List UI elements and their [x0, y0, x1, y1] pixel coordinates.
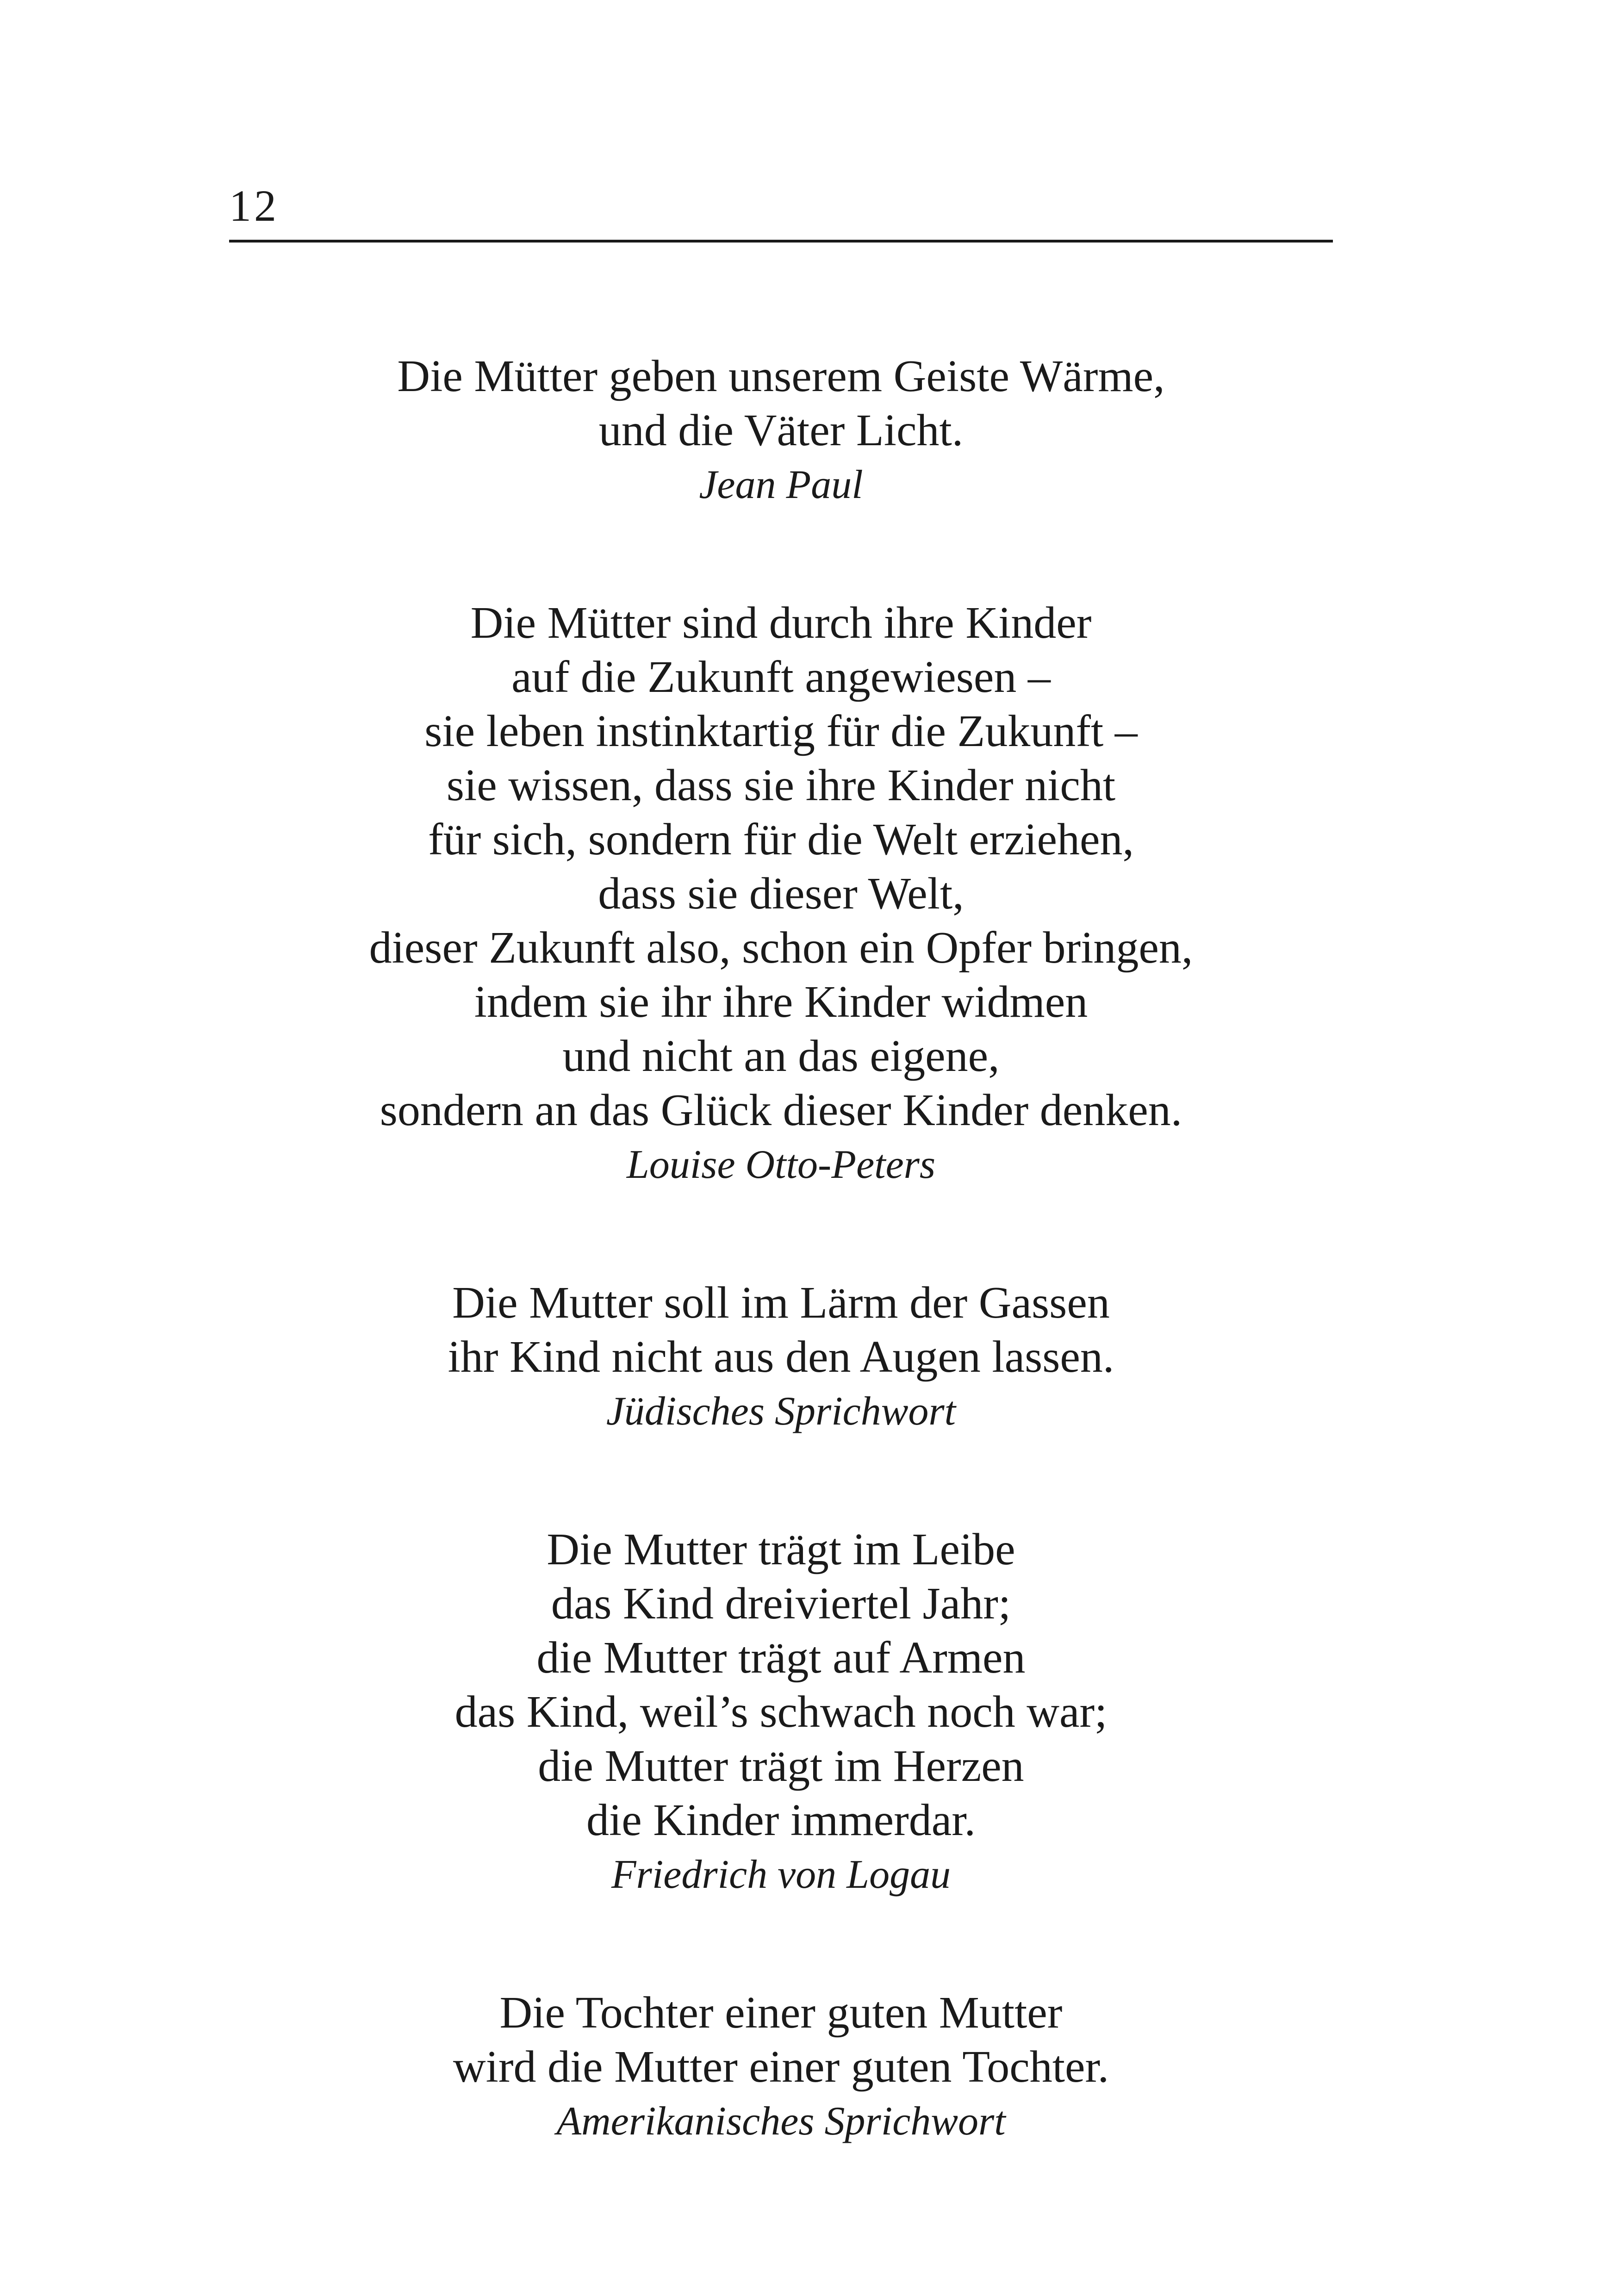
quote-line: Die Mutter trägt im Leibe: [547, 1524, 1015, 1574]
quote-line: Die Mütter geben unserem Geiste Wärme,: [397, 351, 1165, 401]
quote-author: Amerikanisches Sprichwort: [556, 2099, 1006, 2144]
quote-author: Louise Otto-Peters: [626, 1142, 936, 1187]
quote-author: Jüdisches Sprichwort: [606, 1389, 956, 1434]
quote-line: für sich, sondern für die Welt erziehen,: [428, 815, 1134, 865]
quote-block: [229, 1276, 1333, 1438]
quote-line: sie leben instinktartig für die Zukunft –: [424, 706, 1138, 756]
quote-block: [229, 1523, 1333, 1902]
quote-author: Jean Paul: [699, 462, 863, 507]
quote-line: wird die Mutter einer guten Tochter.: [453, 2042, 1109, 2092]
quote-line: und nicht an das eigene,: [562, 1031, 1000, 1081]
quote-line: Die Mütter sind durch ihre Kinder: [470, 598, 1092, 648]
quote-line: dass sie dieser Welt,: [598, 869, 964, 919]
quote-line: auf die Zukunft angewiesen –: [511, 652, 1051, 702]
quote-author: Friedrich von Logau: [611, 1852, 951, 1897]
quote-line: sondern an das Glück dieser Kinder denken.: [380, 1085, 1182, 1135]
quote-line: das Kind dreiviertel Jahr;: [551, 1579, 1011, 1629]
quote-line: dieser Zukunft also, schon ein Opfer bringen,: [369, 923, 1193, 973]
quote-line: Die Tochter einer guten Mutter: [499, 1988, 1063, 2038]
quote-line: die Kinder immerdar.: [586, 1795, 976, 1845]
quote-block: [229, 349, 1333, 512]
page-header: [229, 176, 1333, 243]
quote-collection: [229, 349, 1333, 2148]
quote-line: das Kind, weil’s schwach noch war;: [454, 1687, 1108, 1737]
page-number: 12: [229, 181, 279, 230]
quote-line: ihr Kind nicht aus den Augen lassen.: [448, 1332, 1114, 1382]
quote-line: Die Mutter soll im Lärm der Gassen: [452, 1278, 1110, 1328]
quote-line: die Mutter trägt im Herzen: [538, 1741, 1024, 1791]
quote-block: [229, 596, 1333, 1192]
quote-line: und die Väter Licht.: [598, 405, 964, 455]
quote-line: indem sie ihr ihre Kinder widmen: [474, 977, 1088, 1027]
quote-line: die Mutter trägt auf Armen: [536, 1633, 1026, 1683]
quote-line: sie wissen, dass sie ihre Kinder nicht: [446, 760, 1116, 810]
quote-block: [229, 1986, 1333, 2148]
